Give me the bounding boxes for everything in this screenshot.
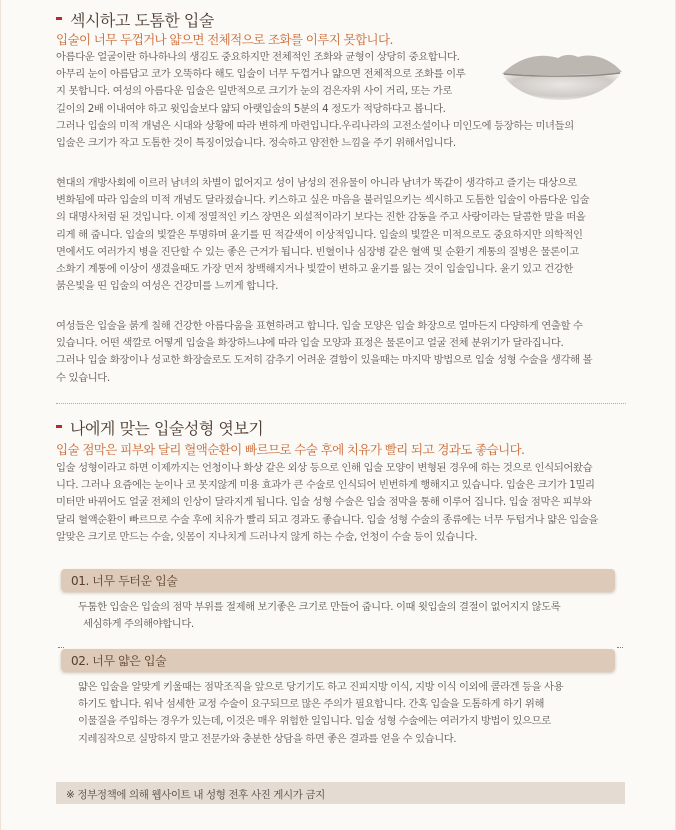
text-line: 하기도 합니다. 워낙 섬세한 교정 수술이 요구되므로 많은 주의가 필요합니다. 간혹 입술을 도톰하게 하기 위해	[78, 698, 545, 711]
text-line: 리게 해 줍니다. 입술의 빛깔은 투명하며 윤기를 띤 적갈색이 이상적입니다. 입술의 빛깔은 미적으로도 중요하지만 의학적인	[56, 228, 583, 241]
text-line: 현대의 개방사회에 이르러 남녀의 차별이 없어지고 성이 남성의 전유물이 아니라 남녀가 똑같이 생각하고 즐기는 대상으로	[56, 177, 577, 189]
section2-paragraph-1	[56, 460, 598, 546]
notice-text: ※ 정부정책에 의해 웹사이트 내 성형 전후 사진 게시가 금지	[66, 789, 325, 801]
text-line: 미터만 바뀌어도 얼굴 전체의 인상이 달라지게 됩니다. 입술 성형 수술은 입술 점막을 통해 이루어 집니다. 입술 점막은 피부와	[56, 496, 592, 509]
text-line: 지 못합니다. 여성의 아름다운 입술은 일반적으로 크기가 눈의 검은자위 사이 거리, 또는 가로	[56, 85, 453, 98]
section1-paragraph-1	[56, 49, 574, 152]
text-line: 길이의 2배 이내여야 하고 윗입술보다 얇되 아랫입술의 5분의 4 정도가 적당하다고 봅니다.	[56, 102, 446, 115]
title-dash-icon	[56, 17, 62, 20]
section1-title	[56, 8, 214, 31]
text-line: 알맞은 크기로 만드는 수술, 잇몸이 지나치게 드러나지 않게 하는 수술, 언청이 수술 등이 있습니다.	[56, 530, 478, 543]
text-line: 아름다운 얼굴이란 하나하나의 생김도 중요하지만 전체적인 조화와 균형이 상당히 중요합니다.	[56, 51, 460, 63]
text-line: 니다. 그러나 요즘에는 눈이나 코 못지않게 미용 효과가 큰 수술로 인식되어 빈번하게 행해지고 있습니다. 입술은 크기가 1밀리	[56, 479, 595, 492]
subsection-text-thin-lips	[78, 679, 563, 748]
text-line: 여성들은 입술을 붉게 칠해 건강한 아름다움을 표현하려고 합니다. 입술 모양은 입술 화장으로 얼마든지 다양하게 연출할 수	[56, 320, 583, 332]
section1-subtitle: 입술이 너무 두껍거나 얇으면 전체적으로 조화를 이루지 못합니다.	[56, 32, 393, 47]
text-line: 있습니다. 어떤 색깔로 어떻게 입술을 화장하느냐에 따라 입술 모양과 표정은 물론이고 얼굴 전체 분위기가 달라집니다.	[56, 337, 564, 350]
subsection-label: 01. 너무 두터운 입술	[71, 574, 178, 588]
text-line: 의 대명사처럼 된 것입니다. 이제 정열적인 키스 장면은 외설적이라기 보다는 진한 감동을 주고 사랑이라는 달콤한 말을 떠올	[56, 211, 586, 224]
divider	[56, 403, 626, 404]
text-line: 수 있습니다.	[56, 371, 110, 384]
subsection-header-thick-lips	[61, 569, 615, 591]
text-line: 세심하게 주의해야합니다.	[83, 618, 194, 631]
section1-paragraph-3	[56, 318, 592, 387]
title-dash-icon	[56, 425, 62, 428]
text-line: 얇은 입술을 알맞게 키울때는 점막조직을 앞으로 당기기도 하고 진피지방 이식, 지방 이식 이외에 콜라겐 등을 사용	[78, 681, 564, 693]
text-line: 입술은 크기가 작고 도톰한 것이 특징이었습니다. 정숙하고 얌전한 느낌을 주기 위해서입니다.	[56, 137, 456, 150]
text-line: 소화기 계통에 이상이 생겼을때도 가장 먼저 창백해지거나 빛깔이 변하고 윤기를 잃는 것이 입술입니다. 윤기 있고 건강한	[56, 263, 574, 276]
subsection-header-thin-lips	[61, 649, 615, 671]
text-line: 입술 성형이라고 하면 이제까지는 언청이나 화상 같은 외상 등으로 인해 입술 모양이 변형된 경우에 하는 것으로 인식되어왔습	[56, 462, 593, 474]
text-line: 면에서도 여러가지 병을 진단할 수 있는 좋은 근거가 됩니다. 빈혈이나 심장병 같은 혈액 및 순환기 계통의 질병은 물론이고	[56, 245, 579, 258]
text-line: 지레짐작으로 실망하지 말고 전문가와 충분한 상담을 하면 좋은 결과를 얻을 수 있습니다.	[78, 732, 457, 745]
text-line: 이물질을 주입하는 경우가 있는데, 이것은 매우 위험한 일입니다. 입술 성형 수술에는 여러가지 방법이 있으므로	[78, 715, 551, 728]
dotted-corner-mark	[617, 647, 623, 650]
text-line: 붉은빛을 띤 입술의 여성은 건강미를 느끼게 합니다.	[56, 280, 278, 293]
text-line: 달리 혈액순환이 빠르므로 수술 후에 치유가 빨리 되고 경과도 좋습니다. 입술 성형 수술의 종류에는 너무 두텁거나 얇은 입술을	[56, 513, 599, 526]
text-line: 두툼한 입술은 입술의 점막 부위를 절제해 보기좋은 크기로 만들어 줍니다. 이때 윗입술의 결절이 없어지지 않도록	[78, 601, 561, 613]
subsection-label: 02. 너무 얇은 입술	[71, 654, 167, 668]
section2-title	[56, 416, 263, 439]
subsection-text-thick-lips	[78, 599, 560, 633]
text-line: 아무리 눈이 아름답고 코가 오뚝하다 해도 입술이 너무 두껍거나 얇으면 전체적으로 조화를 이루	[56, 68, 466, 81]
text-line: 그러나 입술 화장이나 성교한 화장술로도 도저히 감추기 어려운 결함이 있을때는 마지막 방법으로 입술 성형 수술을 생각해 볼	[56, 354, 593, 367]
section2-subtitle: 입술 점막은 피부와 달리 혈액순환이 빠르므로 수술 후에 치유가 빨리 되고 경과도 좋습니다.	[56, 442, 525, 457]
text-line: 변화됨에 따라 입술의 미적 개념도 달라졌습니다. 키스하고 싶은 마음을 불러일으키는 섹시하고 도톰한 입술이 아름다운 입술	[56, 194, 590, 207]
text-line: 그러나 입술의 미적 개념은 시대와 상황에 따라 변하게 마련입니다.우리나라의 고전소설이나 미인도에 등장하는 미녀들의	[56, 119, 574, 132]
notice-bar	[56, 782, 625, 804]
section2-title-text: 나에게 맞는 입술성형 엿보기	[70, 419, 264, 438]
section1-paragraph-2	[56, 175, 589, 295]
section1-title-text: 섹시하고 도톰한 입술	[70, 11, 214, 30]
